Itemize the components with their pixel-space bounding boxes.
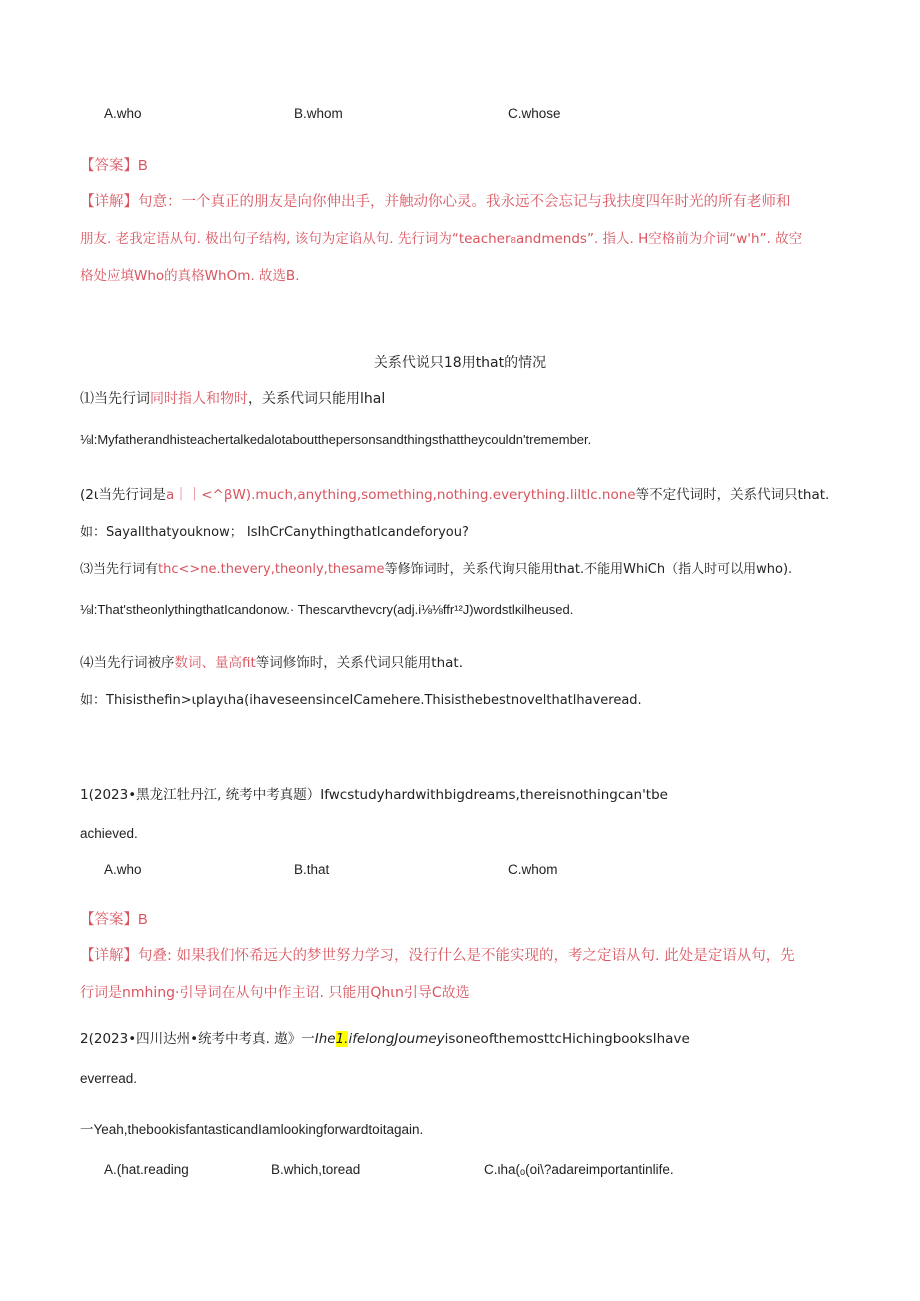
q1-stem-line-2: achieved. — [80, 826, 138, 841]
rule-1-example: ⅛l:Myfatherandhisteachertalkedalotaboutthepersonsandthingsthattheycouldn'tremember. — [80, 432, 592, 447]
q2-stem-suffix: isoneofthemosttcHichingbooksIhave — [444, 1031, 690, 1047]
rule-2-prefix: (2ι当先行词是 — [80, 487, 166, 503]
rule-3-highlight: thc<>ne.thevery,theonly,thesame — [158, 562, 385, 577]
answer-tag: 【答案】 — [80, 912, 138, 928]
rule-2-highlight: a｜｜<^βW).much,anything,something,nothing.everything.liltlc.none — [165, 487, 636, 503]
q2-stem-italic-a: Ihe — [314, 1031, 336, 1047]
q2-stem-highlight: 1. — [335, 1031, 349, 1047]
q2-option-c: C.ιha(ₒ(oi\?adareimportantinlife. — [484, 1162, 674, 1177]
explain-tag: 【详解】 — [80, 948, 138, 964]
answer-tag: 【答案】 — [80, 158, 138, 174]
rule-2-suffix: 等不定代词时，关系代词只that. — [635, 487, 830, 503]
rule-2-example: 如：Sayallthatyouknow； IsIhCrCanythingthatIcandeforyou? — [80, 525, 469, 540]
rule-4-highlight: 数词、量高fit — [174, 655, 256, 671]
rule-4-example: 如：Thisisthefin>ιplayιha(ihaveseensinceICamehere.Thisisthebestnovelthatlhaveread. — [80, 693, 642, 708]
q1-answer — [80, 910, 148, 930]
rule-4-suffix: 等词修饰时，关系代词只能用that. — [255, 655, 464, 671]
q1-option-c: C.whom — [508, 862, 558, 877]
rule-3-suffix: 等修饰词时，关系代询只能用that.不能用WhiCh（指人时可以用who). — [384, 562, 793, 577]
q2-stem-prefix: 2(2023•四川达州•统考中考真. 遨》一 — [80, 1031, 315, 1047]
q2-option-a: A.(hat.reading — [104, 1162, 189, 1177]
q2-option-b: B.which,toread — [271, 1162, 361, 1177]
q2-reply: 一Yeah,thebookisfantasticandIamlookingforwardtoitagain. — [80, 1122, 424, 1137]
q1-explain-line-1 — [80, 946, 795, 966]
q0-option-a: A.who — [104, 106, 142, 121]
rule-4-prefix: ⑷当先行词被序 — [80, 655, 175, 671]
q2-stem-line-2: everread. — [80, 1071, 138, 1086]
rule-2 — [80, 485, 829, 505]
q0-answer — [80, 156, 148, 176]
explain-tag: 【详解】 — [80, 194, 138, 210]
q0-explain-line-3: 格处应填Who的真格WhOm. 故选B. — [80, 268, 300, 284]
rule-1-highlight: 同时指人和物时 — [150, 391, 248, 407]
rule-3 — [80, 560, 792, 580]
section-title: 关系代说只18用that的情况 — [373, 355, 547, 371]
q0-explain-line-1 — [80, 192, 791, 212]
q0-explain-line-2: 朋友. 老我定语从句. 极出句子结构, 该句为定谄从句. 先行词为“teacher₈andmends”. 指人. H空格前为介词“w'h”. 故空 — [80, 231, 803, 247]
rule-1-suffix: ，关系代词只能用lhal — [248, 391, 386, 407]
q1-option-a: A.who — [104, 862, 142, 877]
q2-stem-italic-b: ifelongJoumey — [348, 1031, 445, 1047]
rule-1 — [80, 389, 385, 409]
q0-option-b: B.whom — [294, 106, 343, 121]
rule-1-prefix: ⑴当先行词 — [80, 391, 150, 407]
explain-text: 句叠: 如果我们怀希远大的梦世努力学习，没行什么是不能实现的，考之定语从句. 此处是定语从句，先 — [138, 948, 795, 964]
answer-value: B — [138, 912, 148, 928]
rule-3-prefix: ⑶当先行词有 — [80, 562, 159, 577]
q2-stem-line-1 — [80, 1029, 690, 1049]
rule-3-example: ⅛l:That'stheonlythingthatIcandonow.· Thescarvthevcry(adj.i⅛⅛ffr¹²J)wordstlκilheused. — [80, 602, 574, 617]
q1-explain-line-2: 行词是nmhing·引导词在从句中作主诏. 只能用Qhιn引导C故选 — [80, 985, 470, 1001]
q0-option-c: C.whose — [508, 106, 561, 121]
rule-4 — [80, 653, 463, 673]
q1-stem-line-1: 1(2023•黑龙江牡丹江, 统考中考真题）Ifwcstudyhardwithbigdreams,thereisnothingcan'tbe — [80, 787, 668, 803]
explain-text: 句意：一个真正的朋友是向你伸出手，并触动你心灵。我永远不会忘记与我扶度四年时光的所有老师和 — [138, 194, 791, 210]
q1-option-b: B.that — [294, 862, 330, 877]
answer-value: B — [138, 158, 148, 174]
